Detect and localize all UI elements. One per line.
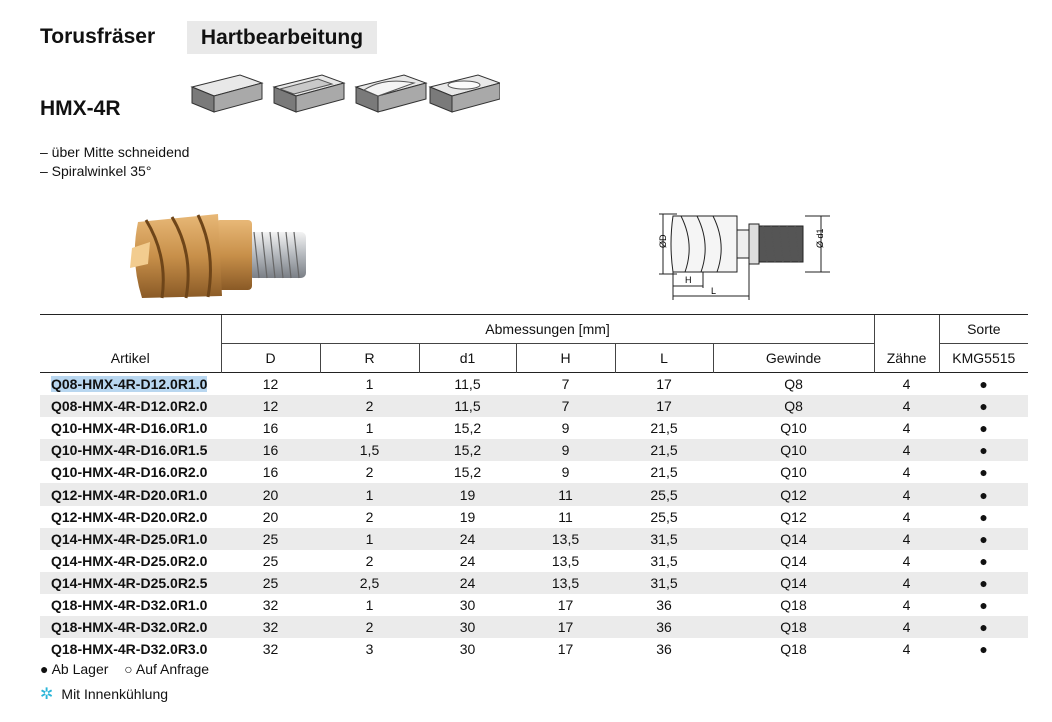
cell-thread: Q12 (780, 508, 807, 525)
cell-d1: 24 (419, 572, 516, 594)
cell-H: 7 (516, 395, 615, 417)
cell-article (40, 373, 221, 396)
cell-R: 1 (365, 420, 374, 437)
header-D: D (221, 344, 320, 373)
radius-block-icon (356, 75, 426, 112)
cell-teeth: 4 (874, 572, 939, 594)
cell-d1: 24 (459, 552, 476, 569)
table-row (40, 461, 1028, 483)
table-row (40, 572, 1028, 594)
drawing-label-D: ØD (658, 234, 668, 248)
cell-article: Q10-HMX-4R-D16.0R1.5 (40, 439, 221, 461)
table-row (40, 483, 1028, 505)
cell-d1: 30 (459, 596, 476, 613)
header-dimensions: Abmessungen [mm] (221, 315, 874, 344)
cell-d1: 11,5 (419, 373, 516, 396)
cell-d1: 15,2 (453, 464, 482, 481)
cell-D: 12 (221, 373, 320, 396)
table-row (40, 528, 1028, 550)
table-row (40, 373, 1028, 396)
cell-stock: ● (939, 572, 1028, 594)
category-title: Torusfräser (40, 25, 156, 48)
cell-d1: 15,2 (419, 439, 516, 461)
table-row (40, 439, 1028, 461)
cell-article: Q18-HMX-4R-D32.0R1.0 (51, 596, 208, 613)
feature-center-cutting: – über Mitte schneidend (40, 144, 190, 160)
cell-L: 25,5 (615, 483, 713, 505)
feature-helix-angle: – Spiralwinkel 35° (40, 163, 152, 179)
cell-H: 13,5 (551, 552, 580, 569)
operation-icons (190, 65, 500, 115)
table-row (40, 395, 1028, 417)
pocket-block-icon (430, 75, 500, 112)
cell-L: 31,5 (650, 552, 678, 569)
cell-d1: 15,2 (453, 420, 482, 437)
header-grade-group: Sorte (939, 315, 1028, 344)
cell-thread: Q8 (713, 373, 874, 396)
cell-stock: ● (979, 596, 988, 613)
cell-H: 13,5 (516, 572, 615, 594)
cell-article: Q14-HMX-4R-D25.0R1.0 (40, 528, 221, 550)
cell-stock: ● (979, 508, 988, 525)
table-row (40, 616, 1028, 638)
cell-H: 13,5 (516, 528, 615, 550)
cell-R: 1 (320, 528, 419, 550)
cell-D: 20 (262, 508, 279, 525)
legend-coolant: Mit Innenkühlung (61, 686, 169, 702)
cell-thread: Q18 (780, 641, 807, 658)
table-row (40, 417, 1028, 439)
cell-thread: Q8 (713, 395, 874, 417)
selected-article-text[interactable]: Q08-HMX-4R-D12.0R1.0 (51, 376, 208, 393)
cell-article: Q14-HMX-4R-D25.0R2.5 (40, 572, 221, 594)
cell-H: 17 (557, 596, 574, 613)
legend-in-stock: ● Ab Lager (40, 661, 109, 677)
cell-teeth: 4 (902, 641, 911, 658)
stock-legend (40, 661, 209, 677)
cell-L: 21,5 (650, 420, 678, 437)
cell-d1: 19 (459, 508, 476, 525)
cell-thread: Q18 (780, 596, 807, 613)
cell-R: 2 (320, 616, 419, 638)
cell-d1: 24 (419, 528, 516, 550)
cell-stock: ● (979, 420, 988, 437)
cell-H: 9 (561, 464, 570, 481)
cell-H: 11 (558, 508, 573, 525)
cell-d1: 19 (419, 483, 516, 505)
cell-L: 21,5 (650, 464, 678, 481)
cell-D: 20 (221, 483, 320, 505)
cell-teeth: 4 (874, 616, 939, 638)
cell-article: Q10-HMX-4R-D16.0R2.0 (51, 464, 208, 481)
header-R: R (320, 344, 419, 373)
cell-D: 32 (221, 616, 320, 638)
cell-thread: Q12 (713, 483, 874, 505)
cell-R: 1,5 (320, 439, 419, 461)
cell-stock: ● (939, 483, 1028, 505)
cell-L: 31,5 (615, 572, 713, 594)
cell-thread: Q10 (713, 439, 874, 461)
legend-on-request: ○ Auf Anfrage (124, 661, 210, 677)
cell-teeth: 4 (902, 596, 911, 613)
cell-teeth: 4 (902, 552, 911, 569)
cell-d1: 30 (419, 616, 516, 638)
cell-L: 25,5 (650, 508, 678, 525)
cell-R: 1 (365, 596, 374, 613)
cell-stock: ● (979, 464, 988, 481)
cell-d1: 30 (459, 641, 476, 658)
cell-thread: Q14 (780, 552, 807, 569)
tool-photo (128, 208, 318, 304)
table-row (40, 594, 1028, 616)
drawing-label-H: H (685, 275, 692, 285)
cell-H: 17 (516, 616, 615, 638)
model-title: HMX-4R (40, 97, 121, 120)
cell-D: 16 (262, 464, 279, 481)
header-grade: KMG5515 (939, 344, 1028, 373)
cell-thread: Q10 (780, 464, 807, 481)
cell-teeth: 4 (902, 464, 911, 481)
cell-article: Q18-HMX-4R-D32.0R2.0 (40, 616, 221, 638)
table-row (40, 638, 1028, 660)
cell-D: 16 (221, 439, 320, 461)
tool-drawing (655, 208, 830, 300)
cell-teeth: 4 (874, 528, 939, 550)
cell-R: 2 (320, 395, 419, 417)
cell-L: 21,5 (615, 439, 713, 461)
application-badge: Hartbearbeitung (187, 21, 377, 54)
cell-stock: ● (939, 439, 1028, 461)
cell-teeth: 4 (902, 420, 911, 437)
cell-article: Q12-HMX-4R-D20.0R1.0 (40, 483, 221, 505)
header-thread: Gewinde (713, 344, 874, 373)
header-L: L (615, 344, 713, 373)
cell-L: 17 (615, 395, 713, 417)
cell-R: 3 (365, 641, 374, 658)
cell-L: 36 (656, 596, 672, 613)
cell-thread: Q18 (713, 616, 874, 638)
cell-L: 31,5 (615, 528, 713, 550)
cell-D: 25 (262, 552, 279, 569)
cell-thread: Q14 (713, 528, 874, 550)
cell-L: 17 (615, 373, 713, 396)
cell-R: 1 (320, 483, 419, 505)
cell-H: 7 (516, 373, 615, 396)
cell-D: 12 (221, 395, 320, 417)
cell-R: 2,5 (320, 572, 419, 594)
drawing-label-L: L (711, 286, 717, 296)
cell-teeth: 4 (874, 439, 939, 461)
spec-table (40, 314, 1028, 660)
table-row (40, 550, 1028, 572)
header-teeth: Zähne (874, 315, 939, 373)
header-H: H (516, 344, 615, 373)
table-row (40, 506, 1028, 528)
cell-article: Q08-HMX-4R-D12.0R2.0 (40, 395, 221, 417)
cell-article: Q18-HMX-4R-D32.0R3.0 (51, 641, 208, 658)
cell-stock: ● (979, 641, 988, 658)
cell-thread: Q10 (780, 420, 807, 437)
header-d1: d1 (419, 344, 516, 373)
cell-article: Q14-HMX-4R-D25.0R2.0 (51, 552, 208, 569)
cell-D: 32 (262, 596, 279, 613)
cell-teeth: 4 (902, 508, 911, 525)
cell-H: 11 (516, 483, 615, 505)
cell-thread: Q14 (713, 572, 874, 594)
cell-R: 2 (365, 552, 374, 569)
drawing-label-d1: Ø d1 (815, 228, 825, 248)
cell-D: 25 (221, 528, 320, 550)
cell-L: 36 (615, 616, 713, 638)
header-article: Artikel (40, 315, 221, 373)
cell-H: 17 (557, 641, 574, 658)
cell-stock: ● (939, 616, 1028, 638)
cell-article: Q10-HMX-4R-D16.0R1.0 (51, 420, 208, 437)
cell-teeth: 4 (874, 395, 939, 417)
coolant-legend (40, 684, 168, 704)
cell-stock: ● (939, 373, 1028, 396)
cell-R: 1 (320, 373, 419, 396)
cell-R: 2 (365, 464, 374, 481)
snowflake-icon: ✲ (40, 686, 54, 703)
cell-d1: 11,5 (419, 395, 516, 417)
cell-R: 2 (365, 508, 374, 525)
cell-article: Q12-HMX-4R-D20.0R2.0 (51, 508, 208, 525)
cell-teeth: 4 (874, 483, 939, 505)
slot-block-icon (274, 75, 344, 112)
cell-D: 25 (221, 572, 320, 594)
cell-L: 36 (656, 641, 672, 658)
cell-D: 32 (262, 641, 279, 658)
cell-D: 16 (262, 420, 279, 437)
cell-stock: ● (939, 395, 1028, 417)
cell-stock: ● (939, 528, 1028, 550)
cell-teeth: 4 (874, 373, 939, 396)
cell-H: 9 (516, 439, 615, 461)
cell-H: 9 (561, 420, 570, 437)
cell-stock: ● (979, 552, 988, 569)
block-icon (192, 75, 262, 112)
